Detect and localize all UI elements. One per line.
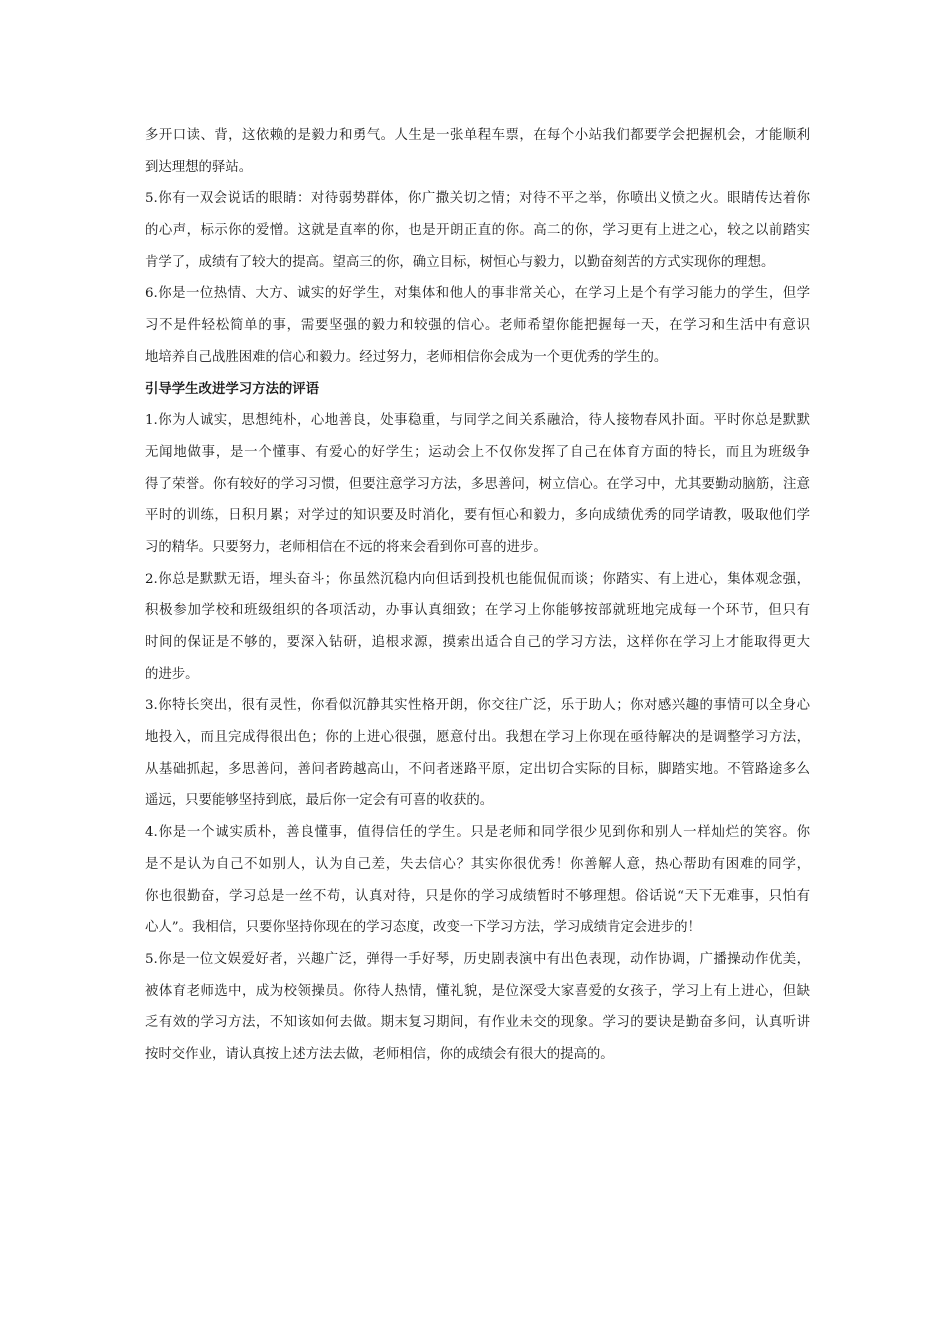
text-line: 的进步。 — [145, 666, 199, 682]
text-line: 肯学了，成绩有了较大的提高。望高三的你，确立目标，树恒心与毅力，以勤奋刻苦的方式实现你的理想。 — [145, 254, 775, 270]
paragraph-method-1 — [145, 405, 810, 563]
paragraph-comment-5 — [145, 183, 810, 278]
text-line: 3.你特长突出，很有灵性，你看似沉静其实性格开朗，你交往广泛，乐于助人；你对感兴趣的事情可以全身心 — [145, 698, 810, 714]
text-line: 1.你为人诚实，思想纯朴，心地善良，处事稳重，与同学之间关系融洽，待人接物春风扑面。平时你总是默默 — [145, 413, 810, 429]
paragraph-method-4 — [145, 817, 810, 944]
text-line: 地投入，而且完成得很出色；你的上进心很强，愿意付出。我想在学习上你现在亟待解决的是调整学习方法， — [145, 730, 810, 746]
text-line: 平时的训练，日积月累；对学过的知识要及时消化，要有恒心和毅力，多向成绩优秀的同学请教，吸取他们学 — [145, 508, 810, 524]
text-line: 4.你是一个诚实质朴，善良懂事，值得信任的学生。只是老师和同学很少见到你和别人一样灿烂的笑容。你 — [145, 825, 810, 841]
text-line: 得了荣誉。你有较好的学习习惯，但要注意学习方法，多思善问，树立信心。在学习中，尤其要勤动脑筋，注意 — [145, 476, 810, 492]
text-line: 2.你总是默默无语，埋头奋斗；你虽然沉稳内向但话到投机也能侃侃而谈；你踏实、有上进心，集体观念强， — [145, 571, 810, 587]
text-line: 多开口读、背，这依赖的是毅力和勇气。人生是一张单程车票，在每个小站我们都要学会把握机会，才能顺利 — [145, 128, 810, 143]
text-line: 习不是件轻松简单的事，需要坚强的毅力和较强的信心。老师希望你能把握每一天，在学习和生活中有意识 — [145, 318, 810, 334]
text-line: 习的精华。只要努力，老师相信在不远的将来会看到你可喜的进步。 — [145, 539, 547, 555]
document-page — [145, 120, 810, 1071]
paragraph-method-5 — [145, 944, 810, 1071]
text-line: 的心声，标示你的爱憎。这就是直率的你，也是开朗正直的你。高二的你，学习更有上进之心，较之以前踏实 — [145, 223, 810, 239]
text-line: 你也很勤奋，学习总是一丝不苟，认真对待，只是你的学习成绩暂时不够理想。俗话说“天下无难事，只怕有 — [145, 888, 810, 904]
text-line: 心人”。我相信，只要你坚持你现在的学习态度，改变一下学习方法，学习成绩肯定会进步的！ — [145, 920, 701, 936]
paragraph-method-3 — [145, 690, 810, 817]
text-line: 按时交作业，请认真按上述方法去做，老师相信，你的成绩会有很大的提高的。 — [145, 1046, 614, 1062]
paragraph-comment-6 — [145, 278, 810, 373]
paragraph-intro-continued — [145, 120, 810, 183]
text-line: 是不是认为自己不如别人，认为自己差，失去信心？其实你很优秀！你善解人意，热心帮助有困难的同学， — [145, 856, 810, 872]
section-title: 引导学生改进学习方法的评语 — [145, 380, 320, 397]
text-line: 地培养自己战胜困难的信心和毅力。经过努力，老师相信你会成为一个更优秀的学生的。 — [145, 349, 668, 365]
text-line: 从基础抓起，多思善问，善问者跨越高山，不问者迷路平原，定出切合实际的目标，脚踏实地。不管路途多么 — [145, 761, 810, 777]
text-line: 到达理想的驿站。 — [145, 159, 253, 175]
text-line: 时间的保证是不够的，要深入钻研，追根求源，摸索出适合自己的学习方法，这样你在学习上才能取得更大 — [145, 635, 810, 650]
text-line: 积极参加学校和班级组织的各项活动，办事认真细致；在学习上你能够按部就班地完成每一个环节，但只有 — [145, 603, 810, 619]
text-line: 5.你是一位文娱爱好者，兴趣广泛，弹得一手好琴，历史剧表演中有出色表现，动作协调，广播操动作优美， — [145, 951, 810, 967]
text-line: 遥远，只要能够坚持到底，最后你一定会有可喜的收获的。 — [145, 793, 494, 809]
text-line: 无闻地做事，是一个懂事、有爱心的好学生；运动会上不仅你发挥了自己在体育方面的特长，而且为班级争 — [145, 444, 810, 460]
text-line: 5.你有一双会说话的眼睛：对待弱势群体，你广撒关切之情；对待不平之举，你喷出义愤之火。眼睛传达着你 — [145, 191, 810, 207]
text-line: 乏有效的学习方法，不知该如何去做。期末复习期间，有作业未交的现象。学习的要诀是勤奋多问，认真听讲 — [145, 1015, 810, 1031]
text-line: 被体育老师选中，成为校领操员。你待人热情，懂礼貌，是位深受大家喜爱的女孩子，学习上有上进心，但缺 — [145, 983, 810, 999]
paragraph-method-2 — [145, 564, 810, 691]
section-heading — [145, 374, 810, 406]
text-line: 6.你是一位热情、大方、诚实的好学生，对集体和他人的事非常关心，在学习上是个有学习能力的学生，但学 — [145, 286, 810, 302]
